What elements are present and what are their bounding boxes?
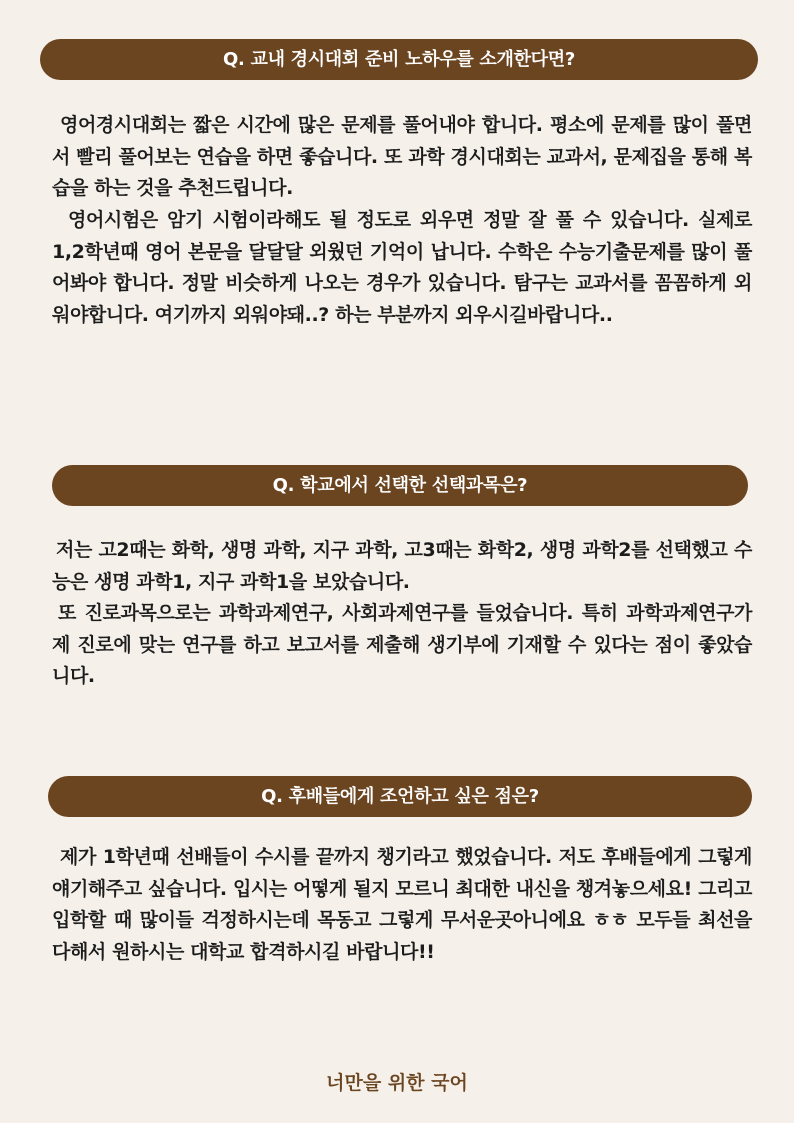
answer-paragraph: 또 진로과목으로는 과학과제연구, 사회과제연구를 들었습니다. 특히 과학과제연구가 제 진로에 맞는 연구를 하고 보고서를 제출해 생기부에 기재할 수 있다는 점이 좋았습니다.	[52, 602, 752, 687]
answer-paragraph: 저는 고2때는 화학, 생명 과학, 지구 과학, 고3때는 화학2, 생명 과학2를 선택했고 수능은 생명 과학1, 지구 과학1을 보았습니다.	[52, 539, 752, 593]
question-banner-2	[52, 465, 748, 506]
answer-paragraph: 제가 1학년때 선배들이 수시를 끝까지 챙기라고 했었습니다. 저도 후배들에게 그렇게 얘기해주고 싶습니다. 입시는 어떻게 될지 모르니 최대한 내신을 챙겨놓으세요! 그리고 입학할 때 많이들 걱정하시는데 목동고 그렇게 무서운곳아니에요 ㅎㅎ 모두들 최선을 다해서 원하시는 대학교 합격하시길 바랍니다!!	[52, 846, 752, 963]
question-banner-1	[40, 39, 758, 80]
question-text: Q. 후배들에게 조언하고 싶은 점은?	[261, 786, 539, 807]
question-text: Q. 학교에서 선택한 선택과목은?	[272, 475, 528, 496]
question-banner-3	[48, 776, 752, 817]
question-text: Q. 교내 경시대회 준비 노하우를 소개한다면?	[222, 49, 575, 70]
answer-paragraph: 영어경시대회는 짧은 시간에 많은 문제를 풀어내야 합니다. 평소에 문제를 많이 풀면서 빨리 풀어보는 연습을 하면 좋습니다. 또 과학 경시대회는 교과서, 문제집을 통해 복습을 하는 것을 추천드립니다.	[52, 114, 752, 199]
footer-brand: 너만을 위한 국어	[326, 1072, 468, 1094]
answer-paragraph: 영어시험은 암기 시험이라해도 될 정도로 외우면 정말 잘 풀 수 있습니다. 실제로 1,2학년때 영어 본문을 달달달 외웠던 기억이 납니다. 수학은 수능기출문제를 많이 풀어봐야 합니다. 정말 비슷하게 나오는 경우가 있습니다. 탐구는 교과서를 꼼꼼하게 외워야합니다. 여기까지 외워야돼..? 하는 부분까지 외우시길바랍니다..	[52, 209, 752, 326]
